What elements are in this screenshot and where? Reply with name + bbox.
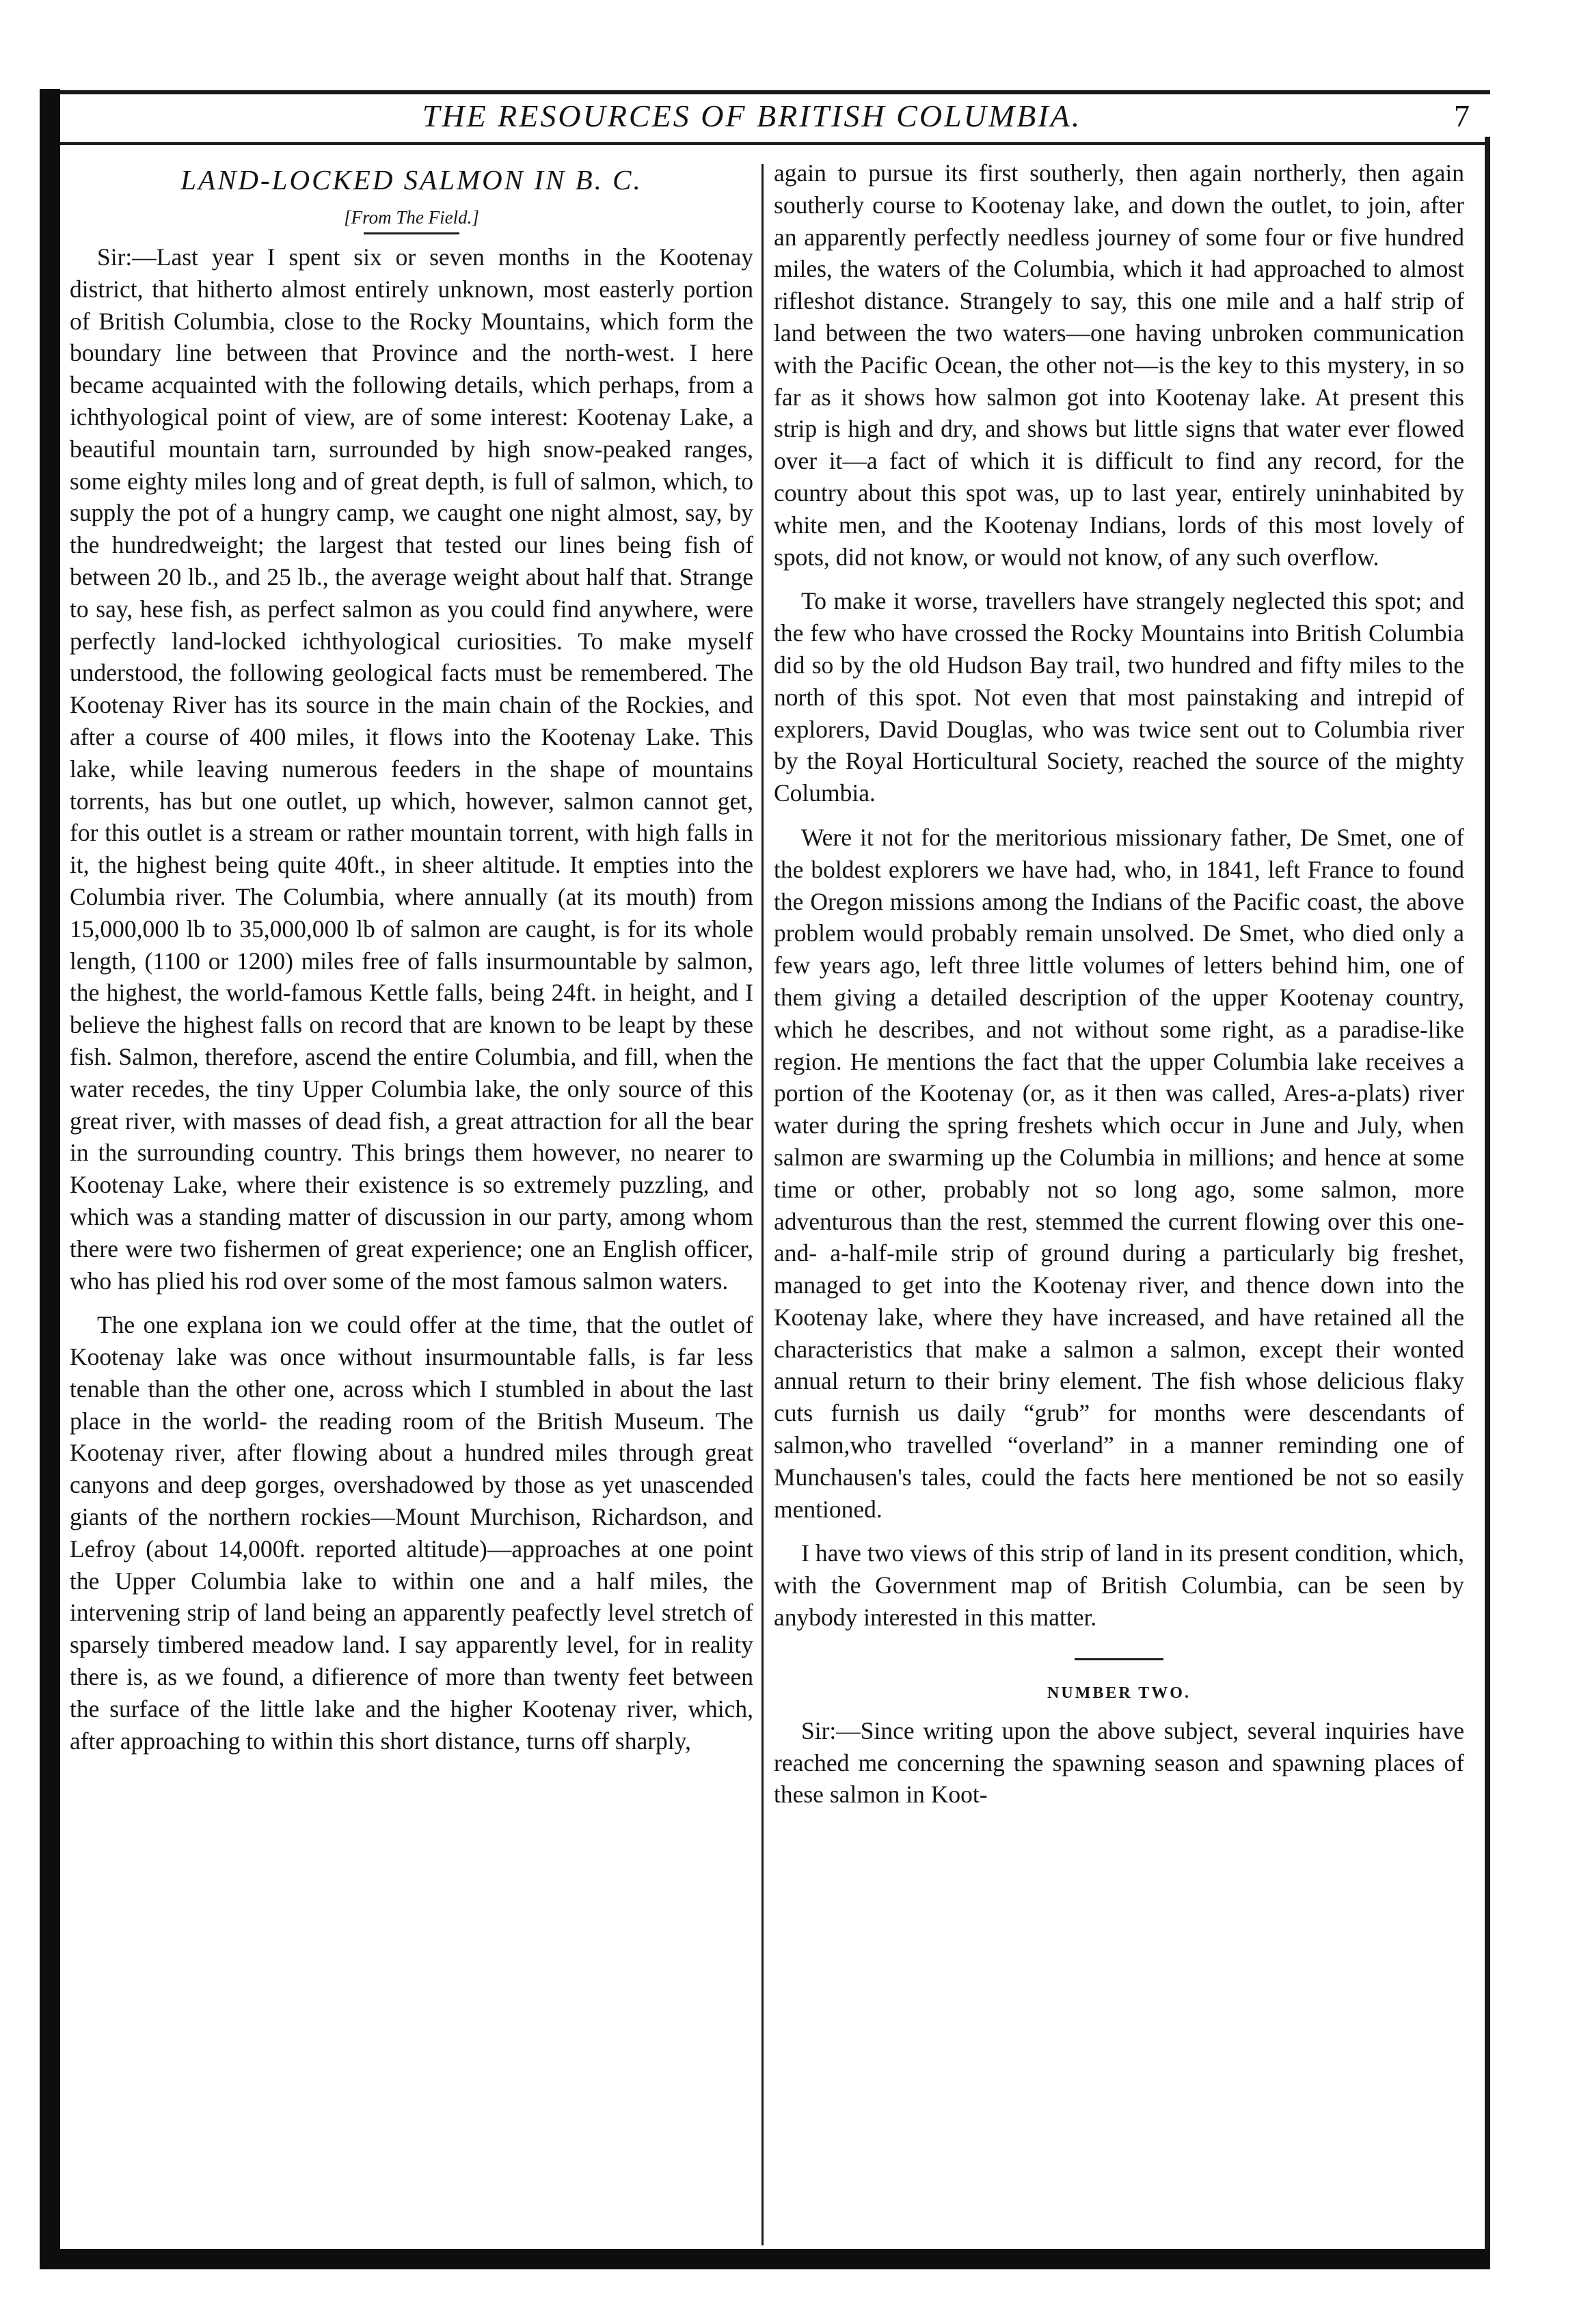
running-title: THE RESOURCES OF BRITISH COLUMBIA.	[422, 98, 1082, 133]
section-heading: NUMBER TWO.	[1047, 1684, 1191, 1702]
left-column	[70, 157, 753, 2242]
section-rule	[1075, 1658, 1163, 1660]
paragraph: The one explana ion we could offer at the time, that the outlet of Kootenay lake was once without insurmountable falls, is far less tenable than the other one, across which I stumbled in about the last place in the world- the reading room of the British Museum. The Kootenay river, after flowing about a hundred miles through great canyons and deep gorges, overshadowed by those as yet unascended giants of the northern rockies—Mount Murchison, Richardson, and Lefroy (about 14,000ft. reported altitude)—approaches at one point the Upper Columbia lake to within one and a half miles, the intervening strip of land being an apparently peafectly level stretch of sparsely timbered meadow land. I say apparently level, for in reality there is, as we found, a difierence of more than twenty feet between the surface of the little lake and the higher Kootenay river, which, after approaching to within this short distance, turns off sharply,	[70, 1311, 753, 1755]
page-border-bottom	[40, 2249, 1489, 2269]
page-border-left	[40, 89, 60, 2269]
header-rule	[60, 142, 1485, 145]
page-border-right	[1485, 137, 1490, 2269]
paragraph: Were it not for the meritorious missionary father, De Smet, one of the boldest explorers we have had, who, in 1841, left France to found the Oregon missions among the Indians of the Pacific coast, the above problem would probably remain unsolved. De Smet, who died only a few years ago, left three little volumes of letters behind him, one of them giving a detailed description of the upper Kootenay country, which he describes, and not without some right, as a paradise-like region. He mentions the fact that the upper Columbia lake receives a portion of the Kootenay (or, as it then was called, Ares-a-plats) river water during the spring freshets which occur in June and July, when salmon are swarming up the Columbia in millions; and hence at some time or other, probably not so long ago, some salmon, more adventurous than the rest, stemmed the current flowing over this one-and- a-half-mile strip of ground during a particularly big freshet, managed to get into the Kootenay river, and thence down into the Kootenay lake, where they have increased, and have retained all the characteristics that make a salmon a salmon, except their wonted annual return to their briny element. The fish whose delicious flaky cuts furnish us daily “grub” for months were descendants of salmon,who travelled “overland” in a manner reminding one of Munchausen's tales, could the facts here mentioned be not so easily mentioned.	[774, 823, 1464, 1523]
column-divider	[761, 164, 764, 2245]
paragraph: Sir:—Last year I spent six or seven months in the Kootenay district, that hitherto almost entirely unknown, most easterly portion of British Columbia, close to the Rocky Mountains, which form the boundary line between that Province and the north-west. I here became acquainted with the following details, which perhaps, from a ichthyological point of view, are of some interest: Kootenay Lake, a beautiful mountain tarn, surrounded by high snow-peaked ranges, some eighty miles long and of great depth, is full of salmon, which, to supply the pot of a hungry camp, we caught one night almost, say, by the hundredweight; the largest that tested our lines being fish of between 20 lb., and 25 lb., the average weight about half that. Strange to say, hese fish, as perfect salmon as you could find anywhere, were perfectly land-locked ichthyological curiosities. To make myself understood, the following geological facts must be remembered. The Kootenay River has its source in the main chain of the Rockies, and after a course of 400 miles, it flows into the Kootenay Lake. This lake, while leaving numerous feeders in the shape of mountains torrents, has but one outlet, up which, however, salmon cannot get, for this outlet is a stream or rather mountain torrent, with high falls in it, the highest being quite 40ft., in sheer altitude. It empties into the Columbia river. The Columbia, where annually (at its mouth) from 15,000,000 lb to 35,000,000 lb of salmon are caught, is for its whole length, (1100 or 1200) miles free of falls insurmountable by salmon, the highest, the world-famous Kettle falls, being 24ft. in height, and I believe the highest falls on record that are known to be leapt by these fish. Salmon, therefore, ascend the entire Columbia, and fill, when the water recedes, the tiny Upper Columbia lake, the only source of this great river, with masses of dead fish, a great attraction for all the bear in the surrounding country. This brings them however, no nearer to Kootenay Lake, where their existence is so extremely puzzling, and which was a standing matter of discussion in our party, among whom there were two fishermen of great experience; one an English officer, who has plied his rod over some of the most famous salmon waters.	[70, 243, 753, 1295]
article-title: LAND-LOCKED SALMON IN B. C.	[180, 164, 643, 195]
title-rule	[364, 232, 459, 234]
page-border-top	[48, 90, 1490, 94]
paragraph: Sir:—Since writing upon the above subject, several inquiries have reached me concerning the spawning season and spawning places of these salmon in Koot-	[774, 1716, 1464, 1809]
page-number: 7	[1454, 98, 1470, 133]
paragraph: I have two views of this strip of land in its present condition, which, with the Government map of British Columbia, can be seen by anybody interested in this matter.	[774, 1539, 1464, 1632]
right-column	[774, 157, 1464, 2242]
paragraph: To make it worse, travellers have strangely neglected this spot; and the few who have crossed the Rocky Mountains into British Columbia did so by the old Hudson Bay trail, two hundred and fifty miles to the north of this spot. Not even that most painstaking and intrepid of explorers, David Douglas, who was twice sent out to Columbia river by the Royal Horticultural Society, reached the source of the mighty Columbia.	[774, 587, 1464, 807]
article-source: [From The Field.]	[344, 207, 479, 228]
paragraph: again to pursue its first southerly, then again northerly, then again southerly course to Kootenay lake, and down the outlet, to join, after an apparently perfectly needless journey of some four or five hundred miles, the waters of the Columbia, which it had approached to almost rifleshot distance. Strangely to say, this one mile and a half strip of land between the two waters—one having unbroken communication with the Pacific Ocean, the other not—is the key to this mystery, in so far as it shows how salmon got into Kootenay lake. At present this strip is high and dry, and shows but little signs that water ever flowed over it—a fact of which it is difficult to find any record, for the country about this spot was, up to last year, entirely uninhabited by white men, and the Kootenay Indians, lords of this most lovely of spots, did not know, or would not know, of any such overflow.	[774, 159, 1464, 571]
